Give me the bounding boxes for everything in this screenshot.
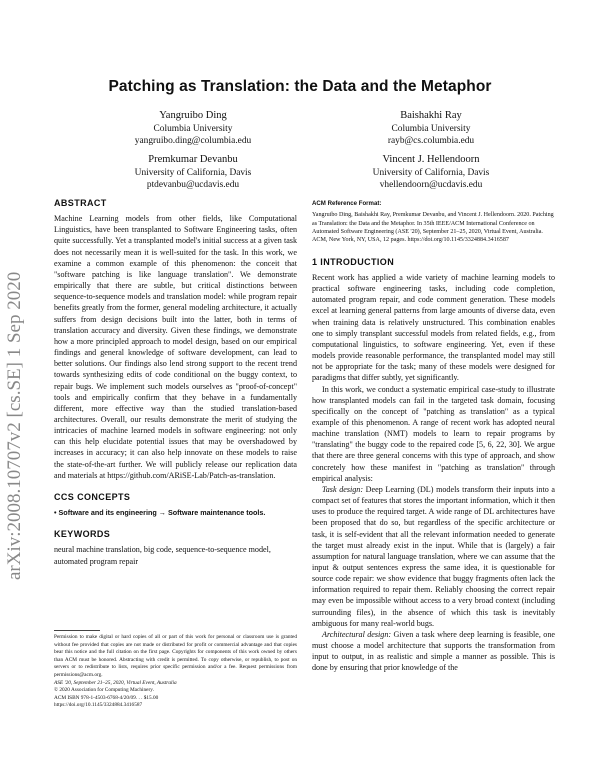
paper-title: Patching as Translation: the Data and the Metaphor bbox=[108, 78, 492, 95]
author-affiliation: University of California, Davis bbox=[134, 167, 252, 178]
abstract-heading: ABSTRACT bbox=[54, 198, 107, 208]
author-affiliation: University of California, Davis bbox=[372, 167, 490, 178]
left-column bbox=[54, 198, 297, 567]
ccs-heading: CCS CONCEPTS bbox=[54, 491, 131, 502]
author-block bbox=[83, 154, 303, 192]
keywords-heading: KEYWORDS bbox=[54, 529, 111, 540]
intro-paragraph: Recent work has applied a wide variety of machine learning models to practical software engineering tasks, including code completion, automated program repair, and code comment generation. These models excel at learning general patterns from large amounts of diverse data, even when training data is relatively unstructured. This combination enables one to simply transplant successful models from related fields, e.g., from computational linguistics, to software engineering. Yet, even if these models provide reasonable performance, the transplanted model may still not be appropriate for the task; many of these models were designed for paradigms that differ subtly, yet significantly. bbox=[312, 272, 555, 383]
permission-notice: Permission to make digital or hard copies of all or part of this work for personal or classroom use is granted without fee provided that copies are not made or distributed for profit or commercial advantage and that copies bear this notice and the full citation on the first page. Copyrights for components of this work owned by others than ACM must be honored. Abstracting with credit is permitted. To copy otherwise, or republish, to post on servers or to redistribute to lists, requires prior specific permission and/or a fee. Request permissions from permissions@acm.org. bbox=[54, 634, 297, 678]
conference-line: ASE '20, September 21–25, 2020, Virtual Event, Australia bbox=[54, 679, 177, 686]
right-column bbox=[312, 198, 555, 674]
author-name: Baishakhi Ray bbox=[400, 110, 462, 121]
acm-reference-heading: ACM Reference Format: bbox=[312, 200, 382, 207]
intro-paragraph: In this work, we conduct a systematic empirical case-study to illustrate how transplanted models can fail in the targeted task domain, focusing specifically on the concept of "patching as translation" as a typical example of this phenomenon. A range of recent work has adopted neural machine translation (NMT) models to learn to repair programs by "translating" the buggy code to the repaired code [5, 6, 22, 30]. We argue that there are three general concerns with this type of approach, and show concretely how these manifest in "patching as translation" through empirical analysis: bbox=[312, 384, 555, 483]
author-email: rayb@cs.columbia.edu bbox=[387, 136, 475, 146]
task-design-lead: Task design: bbox=[322, 484, 364, 494]
author-name: Premkumar Devanbu bbox=[148, 154, 238, 165]
ccs-concepts: • Software and its engineering → Software maintenance tools. bbox=[54, 508, 266, 518]
intro-paragraph bbox=[312, 629, 555, 674]
arxiv-identifier: arXiv:2008.10707v2 [cs.SE] 1 Sep 2020 bbox=[4, 271, 25, 580]
copyright-line: © 2020 Association for Computing Machinery. bbox=[54, 687, 154, 694]
task-design-text: Deep Learning (DL) models transform their inputs into a compact set of features that stores the important information, which it then uses to produce the required target. A wide range of DL architectures have been proposed that do so, but regardless of the specific architecture or task, it is self-evident that all the relevant information needed to generate the target must already exist in the input. While that is (largely) a fair assumption for natural language translation, where we can assume that the input & output sentences express the same idea, it is questionable for source code repair: we show evidence that buggy fragments often lack the information required to repair them. Reliably choosing the correct repair may even be impossible without access to a very broad context (including surrounding files), in the absence of which this task is inevitably ambiguous for many real-world bugs. bbox=[312, 484, 555, 628]
abstract-text: Machine Learning models from other fields, like Computational Linguistics, have been transplanted to Software Engineering tasks, often quite successfully. Yet a transplanted model's initial success at a given task does not necessarily mean it is well-suited for the task. In this work, we examine a common example of this phenomenon: the conceit that "software patching is like language translation". We demonstrate empirically that there are subtle, but critical distinctions between sequence-to-sequence models and translation model: while program repair benefits greatly from the former, general modeling architecture, it actually suffers from design decisions built into the latter, both in terms of translation accuracy and diversity. Given these findings, we demonstrate how a more principled approach to model design, based on our empirical findings and general knowledge of software development, can lead to better solutions. Our findings also lend strong support to the recent trend towards synthesizing edits of code conditional on the buggy context, to repair bugs. We implement such models ourselves as "proof-of-concept" tools and empirically confirm that they behave in a fundamentally different, more effective way than the studied translation-based architectures. Overall, our results demonstrate the merit of studying the intricacies of machine learned models in software engineering: not only can this help elucidate potential issues that may be overshadowed by increases in accuracy; it can also help innovate on these models to raise the state-of-the-art further. We will publicly release our replication data and materials at https://github.com/ARiSE-Lab/Patch-as-translation. bbox=[54, 214, 297, 480]
author-name: Vincent J. Hellendoorn bbox=[382, 154, 480, 165]
intro-paragraph bbox=[312, 484, 555, 629]
introduction-heading: 1 INTRODUCTION bbox=[312, 256, 395, 267]
footnote-divider bbox=[54, 630, 100, 631]
author-block bbox=[321, 110, 541, 148]
acm-reference-text: Yangruibo Ding, Baishakhi Ray, Premkumar Devanbu, and Vincent J. Hellendoorn. 2020. Patching as Translation: the Data and the Metaphor. In 35th IEEE/ACM International Conference on Automated Software Engineering (ASE '20), September 21–25, 2020, Virtual Event, Australia. ACM, New York, NY, USA, 12 pages. https://doi.org/10.1145/3324884.3416587 bbox=[312, 212, 554, 244]
architectural-design-text: Given a task where deep learning is feasible, one must choose a model architecture that supports the transformation from input to output, in as realistic and simple a manner as possible. This is done by ensuring that prior knowledge of the bbox=[312, 629, 555, 673]
author-affiliation: Columbia University bbox=[391, 123, 471, 134]
permission-block bbox=[54, 634, 297, 710]
isbn-line: ACM ISBN 978-1-4503-6768-4/20/09. . . $15.00 bbox=[54, 694, 159, 701]
author-block bbox=[321, 154, 541, 192]
author-email: vhellendoorn@ucdavis.edu bbox=[379, 180, 483, 190]
author-block bbox=[83, 110, 303, 148]
keywords-text: neural machine translation, big code, sequence-to-sequence model, automated program repair bbox=[54, 545, 271, 566]
author-email: ptdevanbu@ucdavis.edu bbox=[146, 180, 240, 190]
author-email: yangruibo.ding@columbia.edu bbox=[134, 136, 252, 146]
author-affiliation: Columbia University bbox=[153, 123, 233, 134]
doi-line: https://doi.org/10.1145/3324884.3416587 bbox=[54, 702, 143, 709]
author-name: Yangruibo Ding bbox=[159, 110, 227, 121]
architectural-design-lead: Architectural design: bbox=[322, 629, 392, 639]
